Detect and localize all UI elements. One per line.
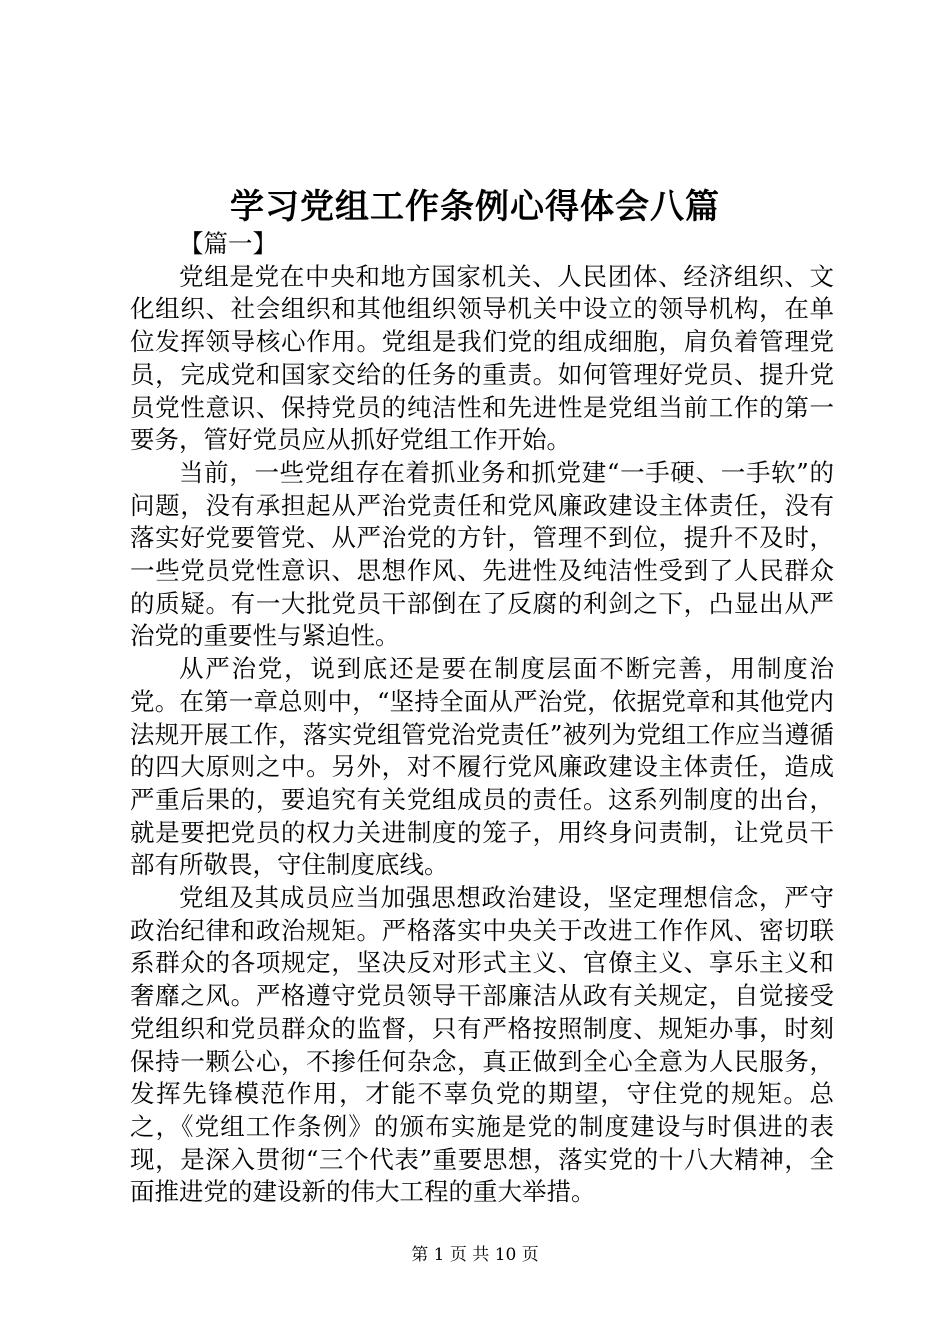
document-body <box>130 228 834 1209</box>
paragraph-3: 从严治党，说到底还是要在制度层面不断完善，用制度治党。在第一章总则中，“坚持全面从严治党，依据党章和其他党内法规开展工作，落实党组管党治党责任”被列为党组工作应当遵循的四大原则之中。另外，对不履行党风廉政建设主体责任，造成严重后果的，要追究有关党组成员的责任。这系列制度的出台，就是要把党员的权力关进制度的笼子，用终身问责制，让党员干部有所敬畏，守住制度底线。 <box>130 654 834 880</box>
paragraph-2: 当前，一些党组存在着抓业务和抓党建“一手硬、一手软”的问题，没有承担起从严治党责任和党风廉政建设主体责任，没有落实好党要管党、从严治党的方针，管理不到位，提升不及时，一些党员党性意识、思想作风、先进性及纯洁性受到了人民群众的质疑。有一大批党员干部倒在了反腐的利剑之下，凸显出从严治党的重要性与紧迫性。 <box>130 457 834 651</box>
page-indicator: 第 1 页 共 10 页 <box>411 1245 539 1265</box>
paragraph-1: 党组是党在中央和地方国家机关、人民团体、经济组织、文化组织、社会组织和其他组织领导机关中设立的领导机构，在单位发挥领导核心作用。党组是我们党的组成细胞，肩负着管理党员，完成党和国家交给的任务的重责。如何管理好党员、提升党员党性意识、保持党员的纯洁性和先进性是党组当前工作的第一要务，管好党员应从抓好党组工作开始。 <box>130 261 834 455</box>
document-title: 学习党组工作条例心得体会八篇 <box>230 187 720 227</box>
paragraph-4: 党组及其成员应当加强思想政治建设，坚定理想信念，严守政治纪律和政治规矩。严格落实中央关于改进工作作风、密切联系群众的各项规定，坚决反对形式主义、官僚主义、享乐主义和奢靡之风。严格遵守党员领导干部廉洁从政有关规定，自觉接受党组织和党员群众的监督，只有严格按照制度、规矩办事，时刻保持一颗公心，不掺任何杂念，真正做到全心全意为人民服务，发挥先锋模范作用，才能不辜负党的期望，守住党的规矩。总之，《党组工作条例》的颁布实施是党的制度建设与时俱进的表现，是深入贯彻“三个代表”重要思想，落实党的十八大精神，全面推进党的建设新的伟大工程的重大举措。 <box>130 883 834 1207</box>
section-label: 【篇一】 <box>179 229 277 258</box>
